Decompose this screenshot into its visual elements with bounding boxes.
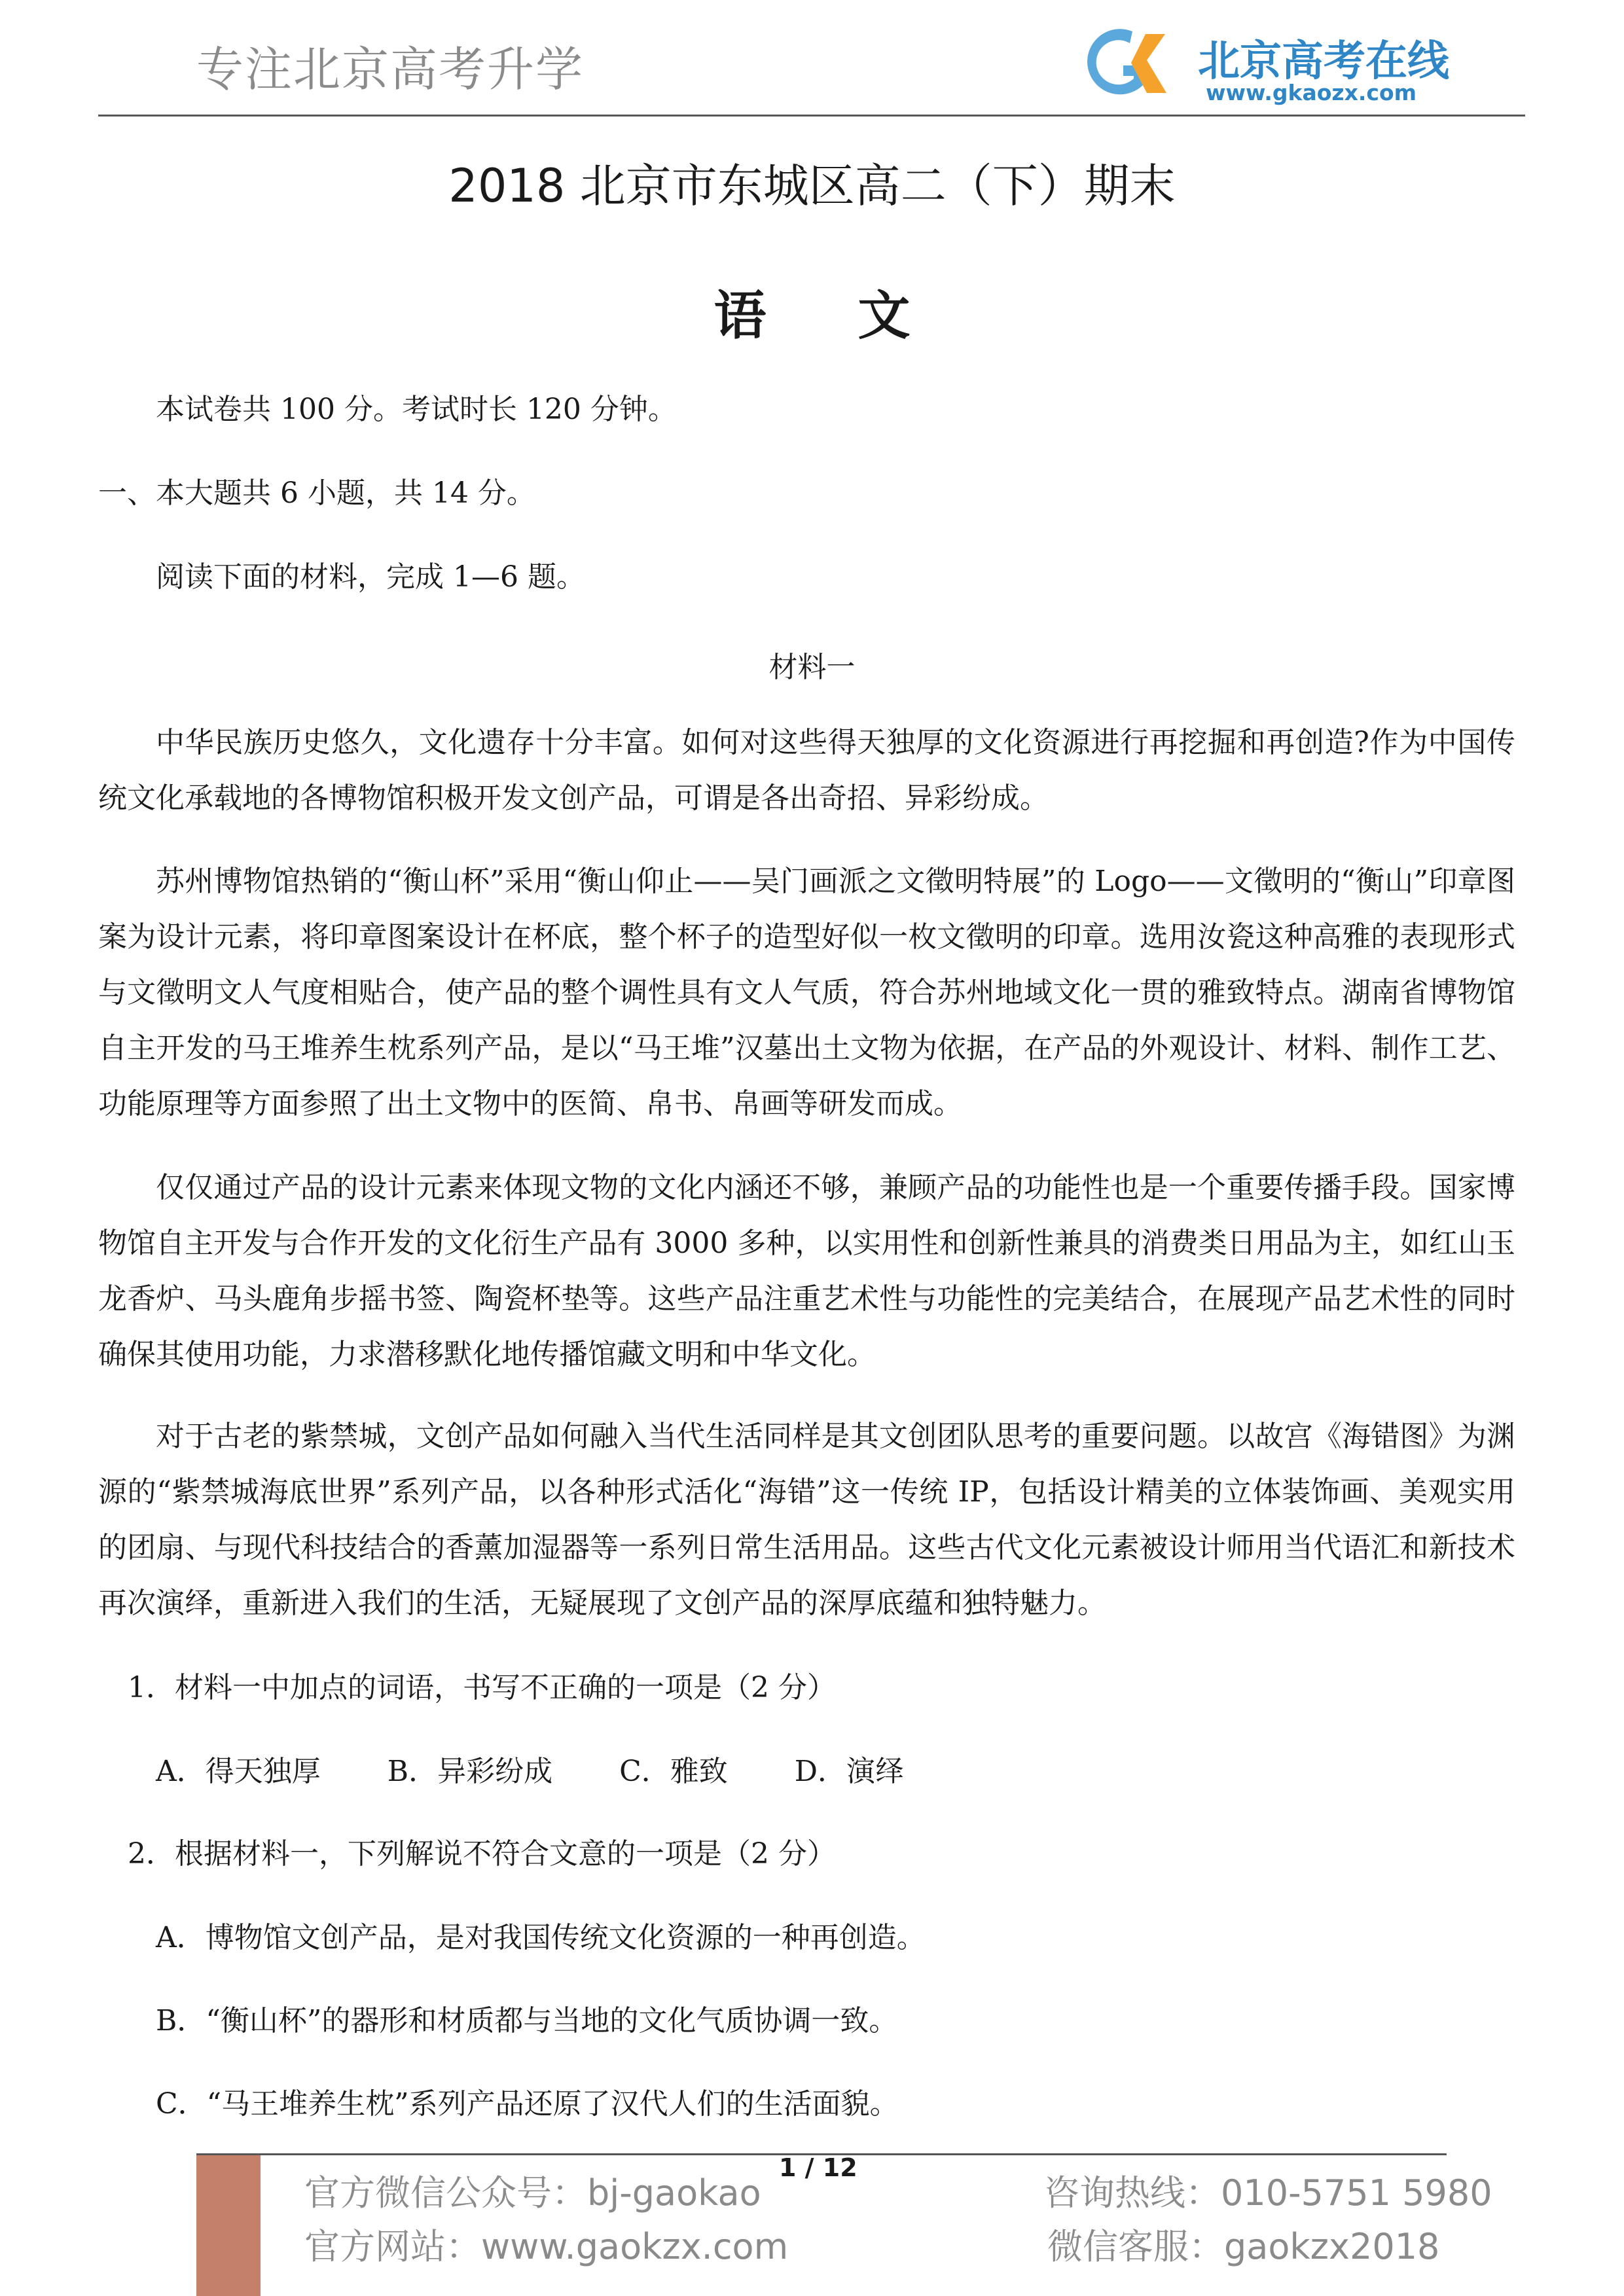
paragraph-1: 中华民族历史悠久，文化遗存十分丰富。如何对这些得天独厚的文化资源进行再挖掘和再创造?作为中国传统文化承载地的各博物馆积极开发文创产品，可谓是各出奇招、异彩纷成。 <box>98 726 1515 815</box>
footer-color-block <box>196 2153 261 2296</box>
question-2-option-a: A．博物馆文创产品，是对我国传统文化资源的一种再创造。 <box>156 1921 926 1954</box>
paragraph-3: 仅仅通过产品的设计元素来体现文物的文化内涵还不够，兼顾产品的功能性也是一个重要传播手段。国家博物馆自主开发与合作开发的文化衍生产品有 3000 多种，以实用性和创新性兼具的消费类日用品为主，如红山玉龙香炉、马头鹿角步摇书签、陶瓷杯垫等。这些产品注重艺术性与功能性的完美结合，在展现产品艺术性的同时确保其使用功能，力求潜移默化地传播馆藏文明和中华文化。 <box>98 1171 1515 1371</box>
header-slogan: 专注北京高考升学 <box>196 42 585 97</box>
footer-website[interactable]: 官方网站：www.gaokzx.com <box>304 2226 789 2267</box>
question-2-option-c: C．“马王堆养生枕”系列产品还原了汉代人们的生活面貌。 <box>156 2087 899 2121</box>
exam-intro: 本试卷共 100 分。考试时长 120 分钟。 <box>156 393 677 426</box>
footer-service: 微信客服：gaokzx2018 <box>1047 2226 1440 2267</box>
subject-title: 语文 <box>713 285 1002 346</box>
question-2-option-b: B．“衡山杯”的器形和材质都与当地的文化气质协调一致。 <box>156 2004 898 2037</box>
material-title: 材料一 <box>768 651 856 684</box>
logo-name: 北京高考在线 <box>1198 37 1449 86</box>
page-number: 1 / 12 <box>779 2153 857 2182</box>
footer-wechat: 官方微信公众号：bj-gaokao <box>304 2172 761 2214</box>
question-1-options: A．得天独厚 B．异彩纷成 C．雅致 D．演绎 <box>156 1755 905 1788</box>
footer-hotline: 咨询热线：010-5751 5980 <box>1044 2172 1492 2214</box>
brand-logo[interactable] <box>1067 20 1525 105</box>
reading-instruction: 阅读下面的材料，完成 1—6 题。 <box>156 560 585 594</box>
question-2: 2．根据材料一，下列解说不符合文意的一项是（2 分） <box>128 1837 836 1871</box>
section-heading: 一、本大题共 6 小题，共 14 分。 <box>98 476 535 510</box>
paragraph-4: 对于古老的紫禁城，文创产品如何融入当代生活同样是其文创团队思考的重要问题。以故宫《海错图》为渊源的“紫禁城海底世界”系列产品，以各种形式活化“海错”这一传统 IP，包括设计精美的立体装饰画、美观实用的团扇、与现代科技结合的香薰加湿器等一系列日常生活用品。这些古代文化元素被设计师用当代语汇和新技术再次演绎，重新进入我们的生活，无疑展现了文创产品的深厚底蕴和独特魅力。 <box>98 1420 1515 1620</box>
logo-url: www.gkaozx.com <box>1206 80 1417 105</box>
question-1: 1．材料一中加点的词语，书写不正确的一项是（2 分） <box>128 1671 836 1704</box>
paragraph-2: 苏州博物馆热销的“衡山杯”采用“衡山仰止——吴门画派之文徵明特展”的 Logo——文徵明的“衡山”印章图案为设计元素，将印章图案设计在杯底，整个杯子的造型好似一枚文徵明的印章。选用汝瓷这种高雅的表现形式与文徵明文人气度相贴合，使产品的整个调性具有文人气质，符合苏州地域文化一贯的雅致特点。湖南省博物馆自主开发的马王堆养生枕系列产品，是以“马王堆”汉墓出土文物为依据，在产品的外观设计、材料、制作工艺、功能原理等方面参照了出土文物中的医简、帛书、帛画等研发而成。 <box>98 865 1515 1121</box>
header-divider <box>98 115 1525 117</box>
logo-mark-icon <box>1067 20 1198 105</box>
exam-title: 2018 北京市东城区高二（下）期末 <box>448 159 1176 213</box>
